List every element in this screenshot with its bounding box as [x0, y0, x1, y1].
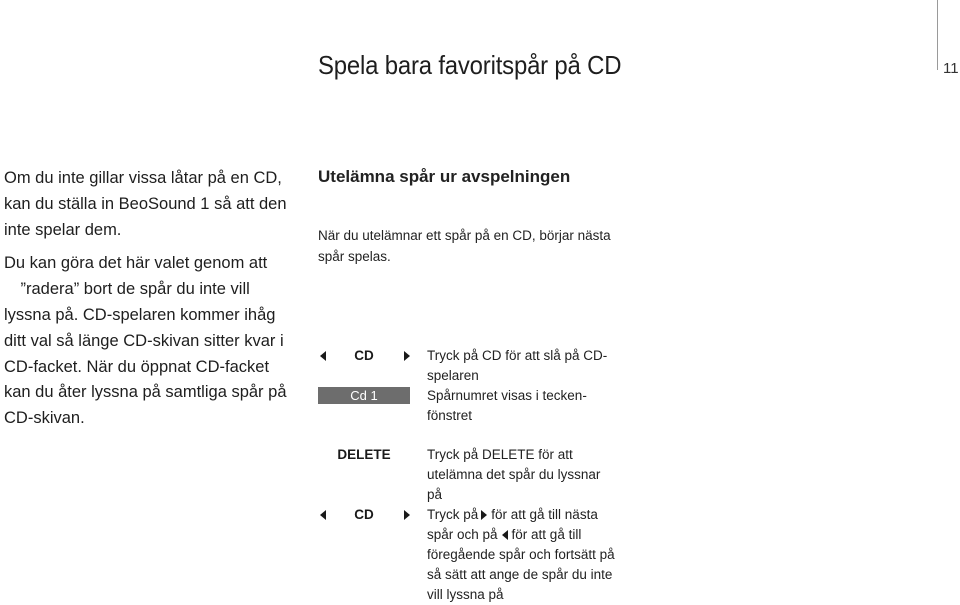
- intro-column: [4, 166, 294, 440]
- intro-paragraph-1: Om du inte gillar vissa låtar på en CD, kan du ställa in BeoSound 1 så att den inte spelar dem.: [4, 169, 287, 239]
- page-divider: [937, 0, 938, 70]
- arrow-right-icon: [404, 351, 410, 361]
- intro-paragraph-2: Du kan göra det här valet genom att ”radera” bort de spår du inte vill lyssna på. CD-spelaren kommer ihåg ditt val så länge CD-skivan sitter kvar i CD-facket. När du öppnat CD-facket kan du åter lyssna på samtliga spår på CD-skivan.: [4, 254, 287, 428]
- cd-key-label: CD: [354, 348, 374, 363]
- cd-key-navigate: [318, 505, 410, 525]
- navigate-text-b: för att gå till nästa spår och på: [427, 507, 598, 542]
- navigate-text-a: Tryck på: [427, 507, 479, 522]
- delete-step-description: Tryck på DELETE för att utelämna det spår du lyssnar på: [427, 447, 601, 502]
- cd-key-navigate-label: CD: [354, 507, 374, 522]
- arrow-left-icon: [502, 530, 508, 540]
- delete-key: [318, 445, 410, 465]
- cd-key: [318, 346, 410, 366]
- arrow-right-icon: [404, 510, 410, 520]
- cd-step-description: Tryck på CD för att slå på CD-spelaren: [427, 348, 608, 383]
- navigate-step-description: [427, 505, 627, 605]
- arrow-right-icon: [481, 510, 487, 520]
- display-description: Spårnumret visas i tecken-fönstret: [427, 388, 587, 423]
- page-title: Spela bara favoritspår på CD: [318, 50, 622, 80]
- section-intro: När du utelämnar ett spår på en CD, börjar nästa spår spelas.: [318, 228, 611, 264]
- navigate-text-c: för att gå till föregående spår och fortsätt på så sätt att ange de spår du inte vill lyssna på: [427, 527, 615, 602]
- delete-key-label: DELETE: [337, 447, 391, 462]
- section-heading: Utelämna spår ur avspelningen: [318, 167, 571, 186]
- page-number: 11: [943, 60, 959, 77]
- display-window: Cd 1: [318, 387, 410, 404]
